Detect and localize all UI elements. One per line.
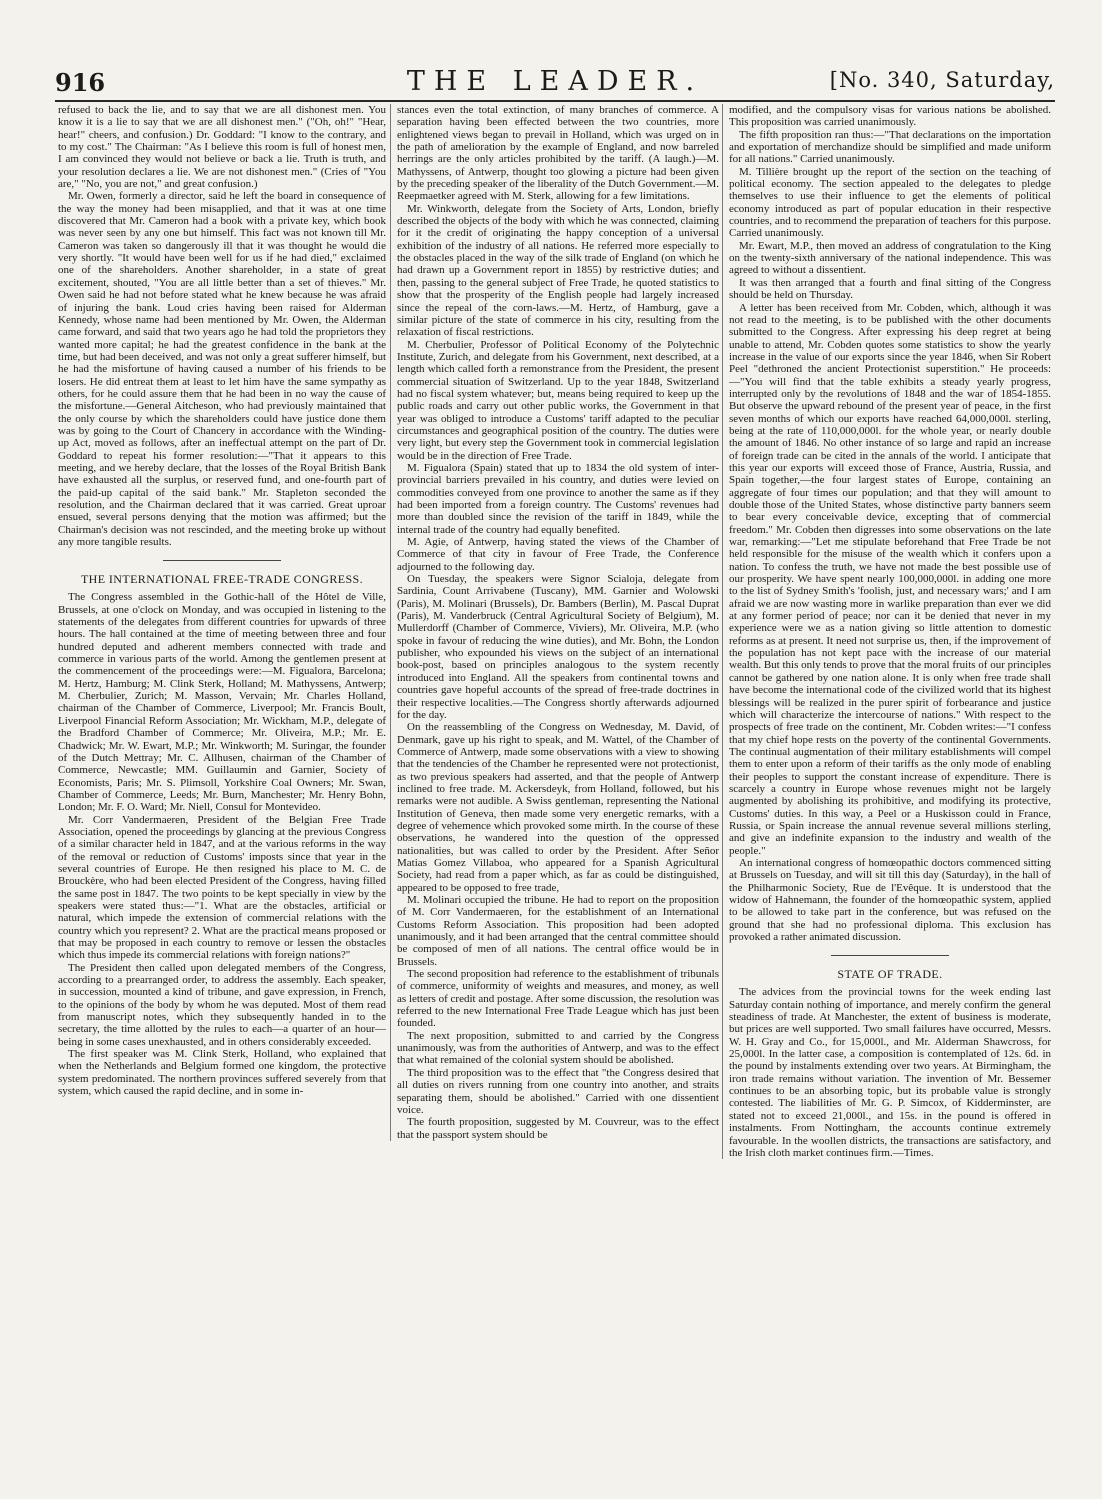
article-paragraph: Mr. Winkworth, delegate from the Society of Arts, London, briefly described the objects of the body with which he was connected, claiming for it the credit of originating the happy conception of a universal exhibition of the industry of all nations. He referred more especially to the obstacles placed in the way of the silk trade of England (on which he had drawn up a Government report in 1855) by restrictive duties; and then, passing to the general subject of Free Trade, he quoted statistics to show that the prosperity of the English people had largely increased since the repeal of the corn-laws.—M. Hertz, of Hamburg, gave a similar picture of the state of commerce in his city, resulting from the relaxation of fiscal restrictions.	[397, 202, 719, 339]
section-heading-free-trade-congress: THE INTERNATIONAL FREE-TRADE CONGRESS.	[80, 572, 364, 587]
section-heading-state-of-trade: STATE OF TRADE.	[837, 967, 943, 982]
column-2	[390, 104, 719, 1141]
article-paragraph: An international congress of homœopathic doctors commenced sitting at Brussels on Tuesday, and will sit till this day (Saturday), in the hall of the Philharmonic Society, Rue de l'Evêque. It is understood that the widow of Hahnemann, the founder of the homœopathic system, applied to be allowed to take part in the conference, but was refused on the ground that she had no professional diploma. This exclusion has provoked a rather animated discussion.	[729, 856, 1051, 944]
article-paragraph: The third proposition was to the effect that "the Congress desired that all duties on rivers running from one country into another, and straits separating them, should be abolished." Carried with one dissentient voice.	[397, 1066, 719, 1116]
article-paragraph: The President then called upon delegated members of the Congress, according to a prearranged order, to address the assembly. Each speaker, in succession, mounted a kind of tribune, and gave expression, in French, to the opinions of the body by whom he was deputed. Most of them read from manuscript notes, which they subsequently handed in to the secretary, the time allotted by the rules to each—a quarter of an hour—being in some cases unexhausted, and in others considerably exceeded.	[58, 961, 386, 1048]
article-paragraph: refused to back the lie, and to say that we are all dishonest men. You know it is a lie to say that we are all dishonest men." ("Oh, oh!" "Hear, hear!" cheers, and confusion.) Dr. Goddard: "I know to the contrary, and to my cost." The Chairman: "As I believe this room is full of honest men, I am convinced they would not believe or back a lie. Truth is truth, and your resolution declares a lie. We are not dishonest men." (Cries of "You are," "No, you are not," and great confusion.)	[58, 104, 386, 191]
article-paragraph: On the reassembling of the Congress on Wednesday, M. David, of Denmark, gave up his right to speak, and M. Wattel, of the Chamber of Commerce of Antwerp, made some observations with a view to showing that the tendencies of the Chamber he represented were not protectionist, as two previous speakers had asserted, and that the people of Antwerp inclined to free trade. M. Ackersdeyk, from Holland, followed, but his remarks were not audible. A Swiss gentleman, representing the National Institution of Geneva, then made some very energetic remarks, with a degree of vehemence which provoked some mirth. In the course of these observations, he wandered into the question of the oppressed nationalities, but was called to order by the President. After Señor Matias Gomez Villaboa, who appeared for a Spanish Agricultural Society, had read from a paper which, as far as could be distinguished, appeared to be opposed to free trade,	[397, 721, 719, 894]
article-paragraph: A letter has been received from Mr. Cobden, which, although it was not read to the meeting, is to be published with the other documents submitted to the Congress. After expressing his deep regret at being unable to attend, Mr. Cobden quotes some statistics to show the yearly increase in the value of our exports since the year 1846, when Sir Robert Peel "dethroned the ancient Protectionist superstition." He proceeds:—"You will find that the table exhibits a steady yearly progress, interrupted only by the revolutions of 1848 and the war of 1854-1855. But observe the upward rebound of the present year of peace, in the first seven months of which our exports have reached 64,000,000l. sterling, being at the rate of 110,000,000l. for the whole year, or nearly double the amount of 1846. No other instance of so large and rapid an increase of foreign trade can be cited in the annals of the world. I anticipate that this year our exports will exceed those of France, Austria, Russia, and Spain together,—the four largest states of Europe, containing an aggregate of four times our population; and that they will amount to double those of the United States, whose distinctive party banners seem to bear every conceivable device, excepting that of commercial freedom." Mr. Cobden then digresses into some observations on the late war, remarking:—"Let me stipulate beforehand that Free Trade be not held responsible for the misuse of the wealth which it confers upon a nation. To confess the truth, we have not made the best possible use of our prosperity. We have spent nearly 100,000,000l. in adding one more to the list of Sydney Smith's 'foolish, just, and necessary wars;' and I am afraid we are now wasting more in warlike preparation than ever we did at any former period of peace; nor can it be denied that never in my experience were we as a nation giving so little attention to domestic reforms as at present. It need not surprise us, then, if the improvement of the population has not kept pace with the increase of our material wealth. But this only tends to prove that the moral fruits of our principles cannot be gathered by one nation alone. It is only when free trade shall have become the international code of the civilized world that its highest blessings will be realized in the purer spirit of forbearance and justice which will characterize the intercourse of nations." With respect to the prospects of free trade on the continent, Mr. Cobden writes:—"I confess that my chief hope rests on the poverty of the continental Governments. The continual augmentation of their military establishments will compel them to enter upon a reform of their tariffs as the only mode of enabling their peoples to support the constant increase of expenditure. There is scarcely a country in Europe whose revenues might not be largely augmented by abolishing its prohibitive, and modifying its protective, Customs' duties. In this way, a Peel or a Huskisson could in France, Russia, or Spain increase the annual revenue several millions sterling, and give an indefinite expansion to the industry and wealth of the people."	[729, 301, 1051, 857]
article-paragraph: The Congress assembled in the Gothic-hall of the Hôtel de Ville, Brussels, at one o'clock on Monday, and was occupied in listening to the statements of the delegates from different countries for upwards of three hours. The hall contained at the time of meeting between three and four hundred deputed and adherent members connected with trade and commerce in various parts of the world. Among the gentlemen present at the commencement of the proceedings were:—M. Figualora, Barcelona; M. Hertz, Hamburg; M. Clink Sterk, Holland; M. Mathyssens, Antwerp; M. Cherbulier, Zurich; M. Masson, Vervain; Mr. Charles Holland, chairman of the Chamber of Commerce, Liverpool; Mr. Francis Boult, Liverpool Financial Reform Association; Mr. Wickham, M.P., delegate of the Bradford Chamber of Commerce; Mr. Oliveira, M.P.; Mr. E. Chadwick; Mr. W. Ewart, M.P.; Mr. Winkworth; M. Suringar, the founder of the Dutch Mettray; Mr. C. Allhusen, chairman of the Chamber of Commerce, Newcastle; MM. Guillaumin and Garnier, Society of Economists, Paris; Mr. S. Plimsoll, Yorkshire Coal Owners; Mr. Swan, Chamber of Commerce, Leeds; Mr. Burn, Manchester; Mr. Henry Bohn, London; Mr. F. O. Ward; Mr. Niell, Consul for Montevideo.	[58, 591, 386, 814]
section-divider	[163, 560, 281, 561]
article-paragraph: M. Agie, of Antwerp, having stated the views of the Chamber of Commerce of that city in favour of Free Trade, the Conference adjourned to the following day.	[397, 536, 719, 573]
article-paragraph: Mr. Corr Vandermaeren, President of the Belgian Free Trade Association, opened the proceedings by glancing at the previous Congress of a similar character held in 1847, and at the various reforms in the way of the removal or reduction of Customs' imposts since that year in the several countries of Europe. He then resigned his place to M. C. de Brouckère, who had been elected President of the Congress, having filled the same post in 1847. The two points to be kept specially in view by the speakers were stated thus:—"1. What are the obstacles, artificial or natural, which impede the extension of commercial relations with the country which you represent? 2. What are the practical means proposed or that may be proposed in each country to remove or lessen the obstacles which thus impede its commercial relations with foreign nations?"	[58, 813, 386, 962]
section-divider	[831, 955, 949, 956]
article-paragraph: M. Tillière brought up the report of the section on the teaching of political economy. The section appealed to the delegates to pledge themselves to use their influence to get the elements of political economy introduced as part of popular education in their respective countries, and to recommend the preparation of teachers for this purpose. Carried unanimously.	[729, 165, 1051, 240]
column-3	[722, 104, 1051, 1159]
article-paragraph: It was then arranged that a fourth and final sitting of the Congress should be held on Thursday.	[729, 276, 1051, 302]
masthead	[55, 66, 1055, 102]
article-paragraph: stances even the total extinction, of many branches of commerce. A separation having been effected between the two countries, more enlightened views began to prevail in Holland, which was urged on in the path of amelioration by the example of England, and now barreled herrings are the only articles prohibited by the tariff. (A laugh.)—M. Mathyssens, of Antwerp, thought too glowing a picture had been given by the preceding speaker of the liberality of the Dutch Government.—M. Reepmaetker agreed with M. Sterk, allowing for a few limitations.	[397, 104, 719, 203]
article-paragraph: The second proposition had reference to the establishment of tribunals of commerce, uniformity of weights and measures, and money, as well as letters of credit and postage. After some discussion, the resolution was referred to the new International Free Trade League which has just been founded.	[397, 968, 719, 1030]
article-paragraph: The fourth proposition, suggested by M. Couvreur, was to the effect that the passport system should be	[397, 1116, 719, 1141]
article-paragraph: The first speaker was M. Clink Sterk, Holland, who explained that when the Netherlands and Belgium formed one kingdom, the protective system predominated. The northern provinces suffered severely from that system, which caused the rapid decline, and in some in-	[58, 1048, 386, 1098]
article-paragraph: Mr. Owen, formerly a director, said he left the board in consequence of the way the money had been misapplied, and that it was at one time discovered that Mr. Cameron had a book with a private key, which book was never seen by any one but himself. This fact was not known till Mr. Cameron was taken so dangerously ill that it was thought he would die very shortly. "It would have been well for us if he had died," exclaimed one of the shareholders. Another shareholder, in a state of great excitement, shouted, "You are all little better than a set of thieves." Mr. Owen said he had not before stated what he knew because he was afraid of injuring the bank. Loud cries having been raised for Alderman Kennedy, whose name had been mentioned by Mr. Owen, the Alderman came forward, and said that two years ago he had told the proprietors they wanted more capital; he had the greatest confidence in the bank at the time, but had been deceived, and was not only a great sufferer himself, but he had the misfortune of having caused a number of his friends to be losers. He did entreat them at least to let him have the same sympathy as others, for he could assure them that he had been in no way the cause of the misfortune.—General Aitcheson, who had previously maintained that the only course by which the shareholders could have justice done them was by going to the Court of Chancery in accordance with the Winding-up Act, moved as follows, after an ineffectual attempt on the part of Dr. Goddard to repeat his former resolution:—"That it appears to this meeting, and we hereby declare, that the losses of the Royal British Bank have exhausted all the surplus, or reserved fund, and one-fourth part of the paid-up capital of the said bank." Mr. Stapleton seconded the resolution, and the Chairman declared that it was carried. Great uproar ensued, several persons denying that the motion was affirmed; but the Chairman's decision was not rescinded, and the meeting broke up without any more tangible results.	[58, 190, 386, 549]
article-paragraph: The fifth proposition ran thus:—"That declarations on the importation and exportation of merchandize should be simplified and made uniform for all nations." Carried unanimously.	[729, 128, 1051, 166]
page-number: 916	[55, 68, 106, 97]
article-paragraph: M. Cherbulier, Professor of Political Economy of the Polytechnic Institute, Zurich, and delegate from his Government, next described, at a length which called forth a remonstrance from the President, the present commercial situation of Switzerland. Up to the year 1848, Switzerland had no fiscal system whatever; but, means being required to keep up the public roads and carry out other public works, the Government in that year was obliged to introduce a Customs' tariff adapted to the peculiar circumstances and geographical position of the country. The duties were very light, but every step the Government took in commercial legislation would be in the direction of Free Trade.	[397, 338, 719, 462]
article-paragraph: Mr. Ewart, M.P., then moved an address of congratulation to the King on the twenty-sixth anniversary of the national independence. This was agreed to without a dissentient.	[729, 239, 1051, 277]
newspaper-title: THE LEADER.	[406, 66, 704, 97]
article-paragraph: modified, and the compulsory visas for various nations be abolished. This proposition was carried unanimously.	[729, 104, 1051, 129]
article-paragraph: M. Figualora (Spain) stated that up to 1834 the old system of inter-provincial barriers prevailed in his country, and duties were levied on commodities conveyed from one province to another the same as if they had been imported from a foreign country. The Customs' revenues had more than doubled since the revision of the tariff in 1849, while the internal trade of the country had equally benefited.	[397, 461, 719, 536]
article-paragraph: On Tuesday, the speakers were Signor Scialoja, delegate from Sardinia, Count Arrivabene (Tuscany), MM. Garnier and Wolowski (Paris), M. Molinari (Brussels), Dr. Bambers (Berlin), M. Pascal Duprat (Paris), M. Vanderbruck (Central Agricultural Society of Belgium), M. Mullerdorff (Chamber of Commerce, Viviers), Mr. Oliveira, M.P. (who spoke in favour of reducing the wine duties), and Mr. Bohn, the London publisher, who expounded his views on the subject of an international book-post, based on principles analogous to the system recently introduced into England. All the speakers from continental towns and countries gave hopeful accounts of the spread of free-trade doctrines in their respective localities.—The Congress shortly afterwards adjourned for the day.	[397, 573, 719, 721]
article-paragraph: M. Molinari occupied the tribune. He had to report on the proposition of M. Corr Vandermaeren, for the establishment of an International Customs Reform Association. This proposition had been adopted unanimously, and it had been arranged that the central committee should be composed of men of all nations. The central office would be in Brussels.	[397, 894, 719, 968]
issue-line: [No. 340, Saturday,	[829, 68, 1055, 92]
article-paragraph: The next proposition, submitted to and carried by the Congress unanimously, was from the authorities of Antwerp, and was to the effect that what remained of the colonial system should be abolished.	[397, 1029, 719, 1067]
column-1	[58, 104, 386, 1097]
article-paragraph: The advices from the provincial towns for the week ending last Saturday contain nothing of importance, and merely confirm the general steadiness of trade. At Manchester, the extent of business is moderate, but prices are well supported. Two small failures have occurred, Messrs. W. H. Gray and Co., for 15,000l., and Mr. Alderman Shawcross, for 25,000l. In the latter case, a composition is contemplated of 12s. 6d. in the pound by instalments extending over two years. At Birmingham, the iron trade remains without variation. The invention of Mr. Bessemer continues to be an absorbing topic, but its probable value is strongly contested. The liabilities of Mr. G. P. Simcox, of Kidderminster, are stated not to exceed 21,000l., and 15s. in the pound is offered in instalments. From Nottingham, the accounts continue extremely favourable. In the woollen districts, the transactions are satisfactory, and the Irish cloth market continues firm.—Times.	[729, 986, 1051, 1159]
